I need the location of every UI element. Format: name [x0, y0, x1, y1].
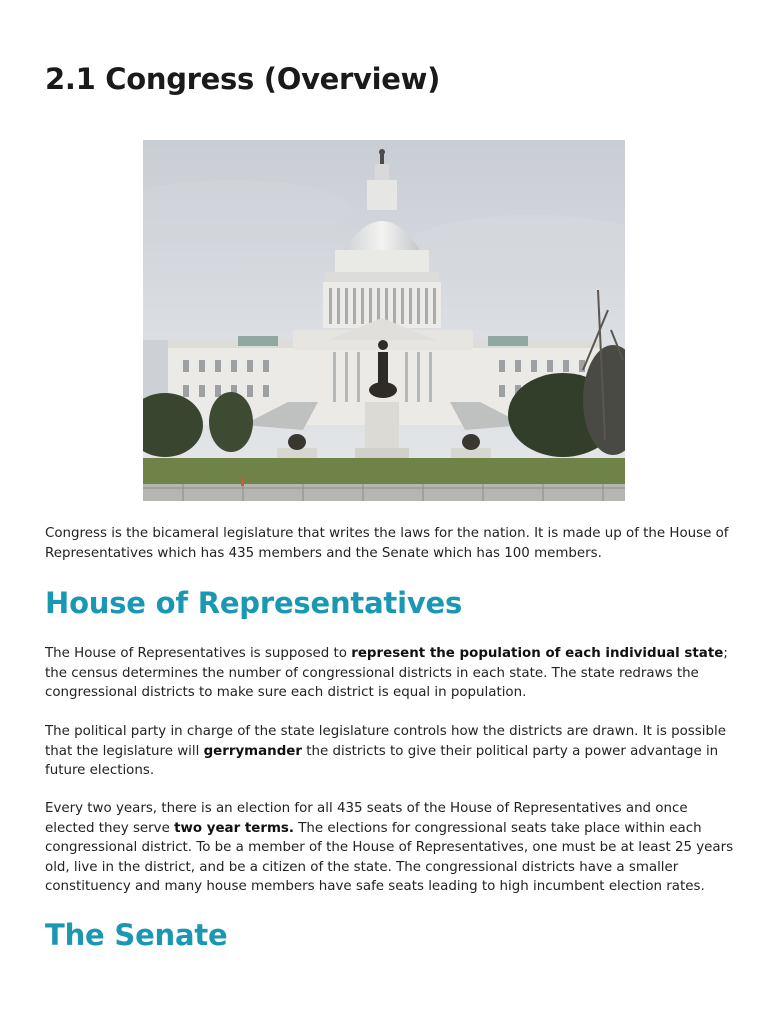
- senate-heading: The Senate: [45, 918, 228, 952]
- house-heading: House of Representatives: [45, 586, 463, 620]
- text-run: ; the census determines the number of congressional districts in each state. The state redraws the congressional districts to make sure each district is equal in population.: [45, 646, 728, 700]
- intro-paragraph: Congress is the bicameral legislature that writes the laws for the nation. It is made up of the House of Representatives which has 435 members and the Senate which has 100 members.: [45, 526, 729, 561]
- text-run: Every two years, there is an election for all 435 seats of the House of Representatives and once elected they serve: [45, 801, 688, 836]
- text-run: the districts to give their political party a power advantage in future elections.: [45, 743, 719, 778]
- text-run: The political party in charge of the state legislature controls how the districts are drawn. It is possible that the legislature will: [45, 724, 726, 759]
- text-run: The House of Representatives is supposed to: [45, 646, 352, 661]
- capitol-building-photo: [143, 140, 625, 501]
- bold-text: gerrymander: [203, 743, 302, 759]
- house-paragraph-3: [45, 799, 735, 897]
- text-run: The elections for congressional seats take place within each congressional district. To be a member of the House of Representatives, one must be at least 25 years old, live in the district, and be a citizen of the state. The congressional districts have a smaller constituency and many house members have safe seats leading to high incumbent election rates.: [45, 820, 734, 894]
- house-paragraph-1: [45, 644, 735, 703]
- page-title: 2.1 Congress (Overview): [45, 62, 441, 96]
- house-paragraph-2: [45, 722, 735, 781]
- bold-text: two year terms.: [174, 820, 294, 836]
- bold-text: represent the population of each individual state: [351, 646, 724, 661]
